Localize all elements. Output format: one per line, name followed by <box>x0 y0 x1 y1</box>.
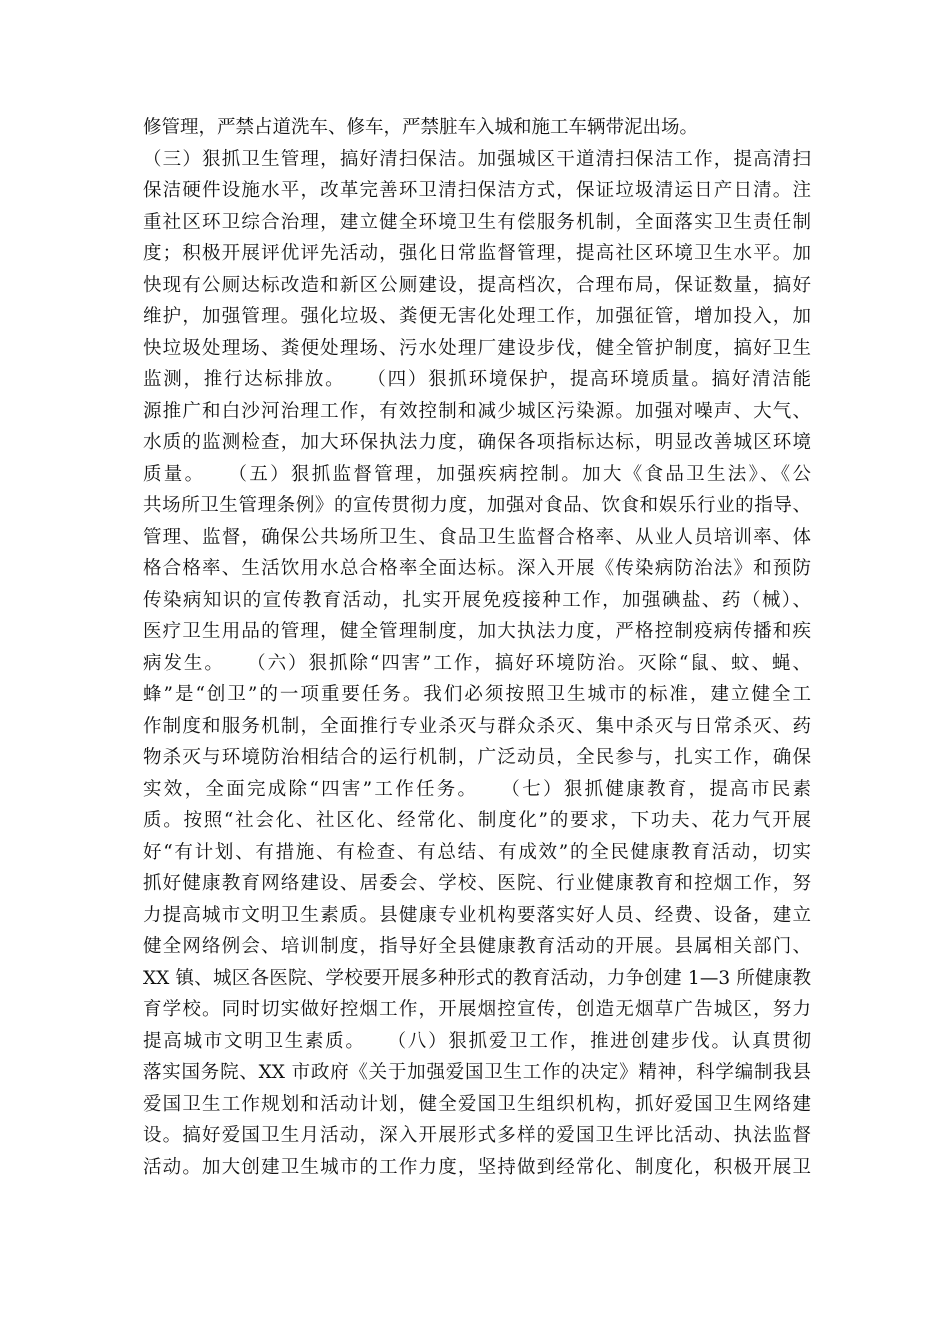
text-line: 活动。加大创建卫生城市的工作力度，坚持做到经常化、制度化，积极开展卫 <box>143 1156 811 1178</box>
text-line: 力提高城市文明卫生素质。县健康专业机构要落实好人员、经费、设备，建立 <box>143 904 811 926</box>
text-line: 好“有计划、有措施、有检查、有总结、有成效”的全民健康教育活动，切实 <box>143 841 811 863</box>
text-line: 提高城市文明卫生素质。 （八）狠抓爱卫工作，推进创建步伐。认真贯彻 <box>143 1030 811 1052</box>
text-line: 作制度和服务机制，全面推行专业杀灭与群众杀灭、集中杀灭与日常杀灭、药 <box>143 715 811 737</box>
text-line: 蜂”是“创卫”的一项重要任务。我们必须按照卫生城市的标准，建立健全工 <box>143 684 811 705</box>
text-line: （三）狠抓卫生管理，搞好清扫保洁。加强城区干道清扫保洁工作，提高清扫 <box>143 148 811 170</box>
text-line: 水质的监测检查，加大环保执法力度，确保各项指标达标，明显改善城区环境 <box>143 432 811 453</box>
text-line: 落实国务院、XX 市政府《关于加强爱国卫生工作的决定》精神，科学编制我县 <box>143 1062 811 1083</box>
text-line: 格合格率、生活饮用水总合格率全面达标。深入开展《传染病防治法》和预防 <box>143 558 811 579</box>
text-line: XX 镇、城区各医院、学校要开展多种形式的教育活动，力争创建 1—3 所健康教 <box>143 967 811 989</box>
text-line: 保洁硬件设施水平，改革完善环卫清扫保洁方式，保证垃圾清运日产日清。注 <box>143 180 811 201</box>
text-line: 设。搞好爱国卫生月活动，深入开展形式多样的爱国卫生评比活动、执法监督 <box>143 1125 811 1146</box>
text-line: 健全网络例会、培训制度，指导好全县健康教育活动的开展。县属相关部门、 <box>143 936 811 957</box>
text-line: 维护，加强管理。强化垃圾、粪便无害化处理工作，加强征管，增加投入，加 <box>143 306 811 327</box>
text-line: 重社区环卫综合治理，建立健全环境卫生有偿服务机制，全面落实卫生责任制 <box>143 211 811 233</box>
text-line: 爱国卫生工作规划和活动计划，健全爱国卫生组织机构，抓好爱国卫生网络建 <box>143 1093 811 1115</box>
text-line: 快垃圾处理场、粪便处理场、污水处理厂建设步伐，健全管护制度，搞好卫生 <box>143 337 811 359</box>
text-line: 育学校。同时切实做好控烟工作，开展烟控宣传，创造无烟草广告城区，努力 <box>143 999 811 1020</box>
text-line: 快现有公厕达标改造和新区公厕建设，提高档次，合理布局，保证数量，搞好 <box>143 274 811 296</box>
text-line: 质。按照“社会化、社区化、经常化、制度化”的要求，下功夫、花力气开展 <box>143 810 811 831</box>
body-text <box>143 112 811 1183</box>
text-line: 实效，全面完成除“四害”工作任务。 （七）狠抓健康教育，提高市民素 <box>143 778 811 800</box>
text-line: 源推广和白沙河治理工作，有效控制和减少城区污染源。加强对噪声、大气、 <box>143 400 811 422</box>
text-line: 管理、监督，确保公共场所卫生、食品卫生监督合格率、从业人员培训率、体 <box>143 526 811 548</box>
text-line: 传染病知识的宣传教育活动，扎实开展免疫接种工作，加强碘盐、药（械）、 <box>143 589 811 611</box>
text-line: 监测，推行达标排放。 （四）狠抓环境保护，提高环境质量。搞好清洁能 <box>143 369 811 390</box>
text-line: 度；积极开展评优评先活动，强化日常监督管理，提高社区环境卫生水平。加 <box>143 243 811 264</box>
text-line: 医疗卫生用品的管理，健全管理制度，加大执法力度，严格控制疫病传播和疾 <box>143 621 811 642</box>
text-line: 病发生。 （六）狠抓除“四害”工作，搞好环境防治。灭除“鼠、蚊、蝇、 <box>143 652 811 674</box>
text-line: 质量。 （五）狠抓监督管理，加强疾病控制。加大《食品卫生法》、《公 <box>143 463 811 485</box>
text-line: 共场所卫生管理条例》的宣传贯彻力度，加强对食品、饮食和娱乐行业的指导、 <box>143 495 811 516</box>
text-line: 修管理，严禁占道洗车、修车，严禁脏车入城和施工车辆带泥出场。 <box>143 117 699 138</box>
text-line: 抓好健康教育网络建设、居委会、学校、医院、行业健康教育和控烟工作，努 <box>143 873 811 894</box>
text-line: 物杀灭与环境防治相结合的运行机制，广泛动员，全民参与，扎实工作，确保 <box>143 747 811 768</box>
